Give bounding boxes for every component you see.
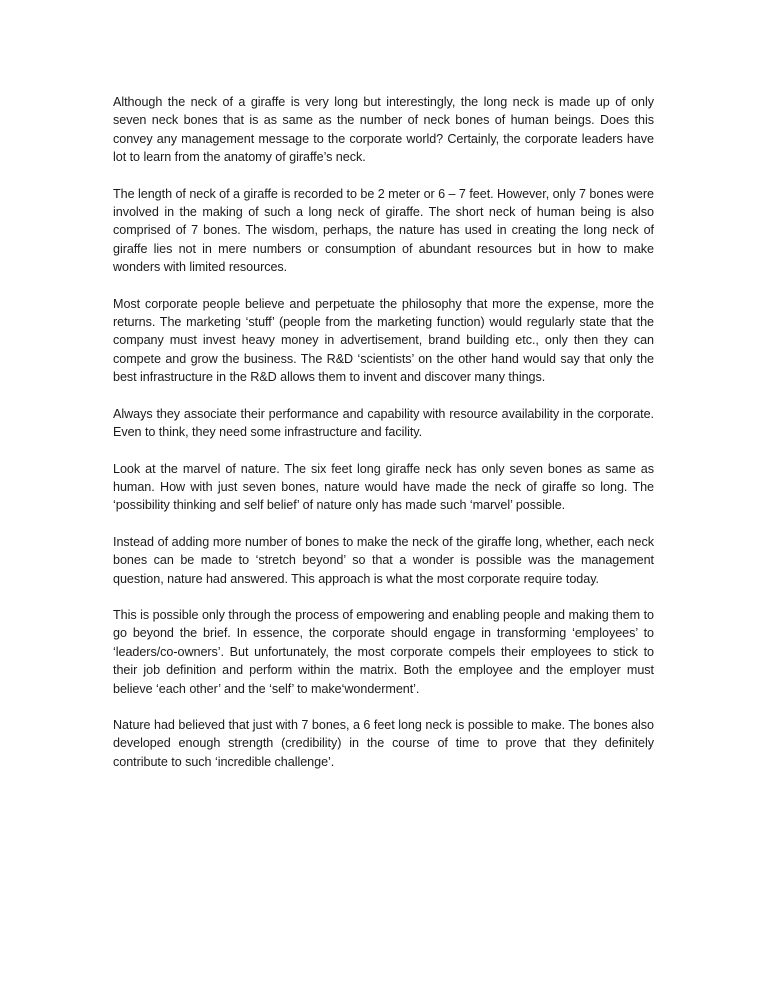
paragraph-8: Nature had believed that just with 7 bones, a 6 feet long neck is possible to make. The bones also developed enough strength (credibility) in the course of time to prove that they definitely contribute to such ‘incredible challenge’. (113, 717, 654, 769)
paragraph-6: Instead of adding more number of bones to make the neck of the giraffe long, whether, each neck bones can be made to ‘stretch beyond’ so that a wonder is possible was the management question, nature had answered. This approach is what the most corporate require today. (113, 534, 654, 586)
paragraph-2: The length of neck of a giraffe is recorded to be 2 meter or 6 – 7 feet. However, only 7 bones were involved in the making of such a long neck of giraffe. The short neck of human being is also comprised of 7 bones. The wisdom, perhaps, the nature has used in creating the long neck of giraffe lies not in mere numbers or consumption of abundant resources but in how to make wonders with limited resources. (113, 186, 654, 275)
paragraph-1: Although the neck of a giraffe is very long but interestingly, the long neck is made up of only seven neck bones that is as same as the number of neck bones of human beings. Does this convey any management message to the corporate world? Certainly, the corporate leaders have lot to learn from the anatomy of giraffe’s neck. (113, 95, 654, 165)
document-page (113, 93, 654, 789)
paragraph-4: Always they associate their performance and capability with resource availability in the corporate. Even to think, they need some infrastructure and facility. (113, 406, 654, 440)
paragraph-5: Look at the marvel of nature. The six feet long giraffe neck has only seven bones as same as human. How with just seven bones, nature would have made the neck of giraffe so long. The ‘possibility thinking and self belief’ of nature only has made such ‘marvel’ possible. (113, 461, 654, 513)
paragraph-3: Most corporate people believe and perpetuate the philosophy that more the expense, more the returns. The marketing ‘stuff’ (people from the marketing function) would regularly state that the company must invest heavy money in advertisement, brand building etc., only then they can compete and grow the business. The R&D ‘scientists’ on the other hand would say that only the best infrastructure in the R&D allows them to invent and discover many things. (113, 296, 654, 385)
paragraph-7: This is possible only through the process of empowering and enabling people and making them to go beyond the brief. In essence, the corporate should engage in transforming ‘employees’ to ‘leaders/co-owners’. But unfortunately, the most corporate compels their employees to stick to their job definition and perform within the matrix. Both the employee and the employer must believe ‘each other’ and the ‘self’ to make‘wonderment’. (113, 607, 654, 696)
